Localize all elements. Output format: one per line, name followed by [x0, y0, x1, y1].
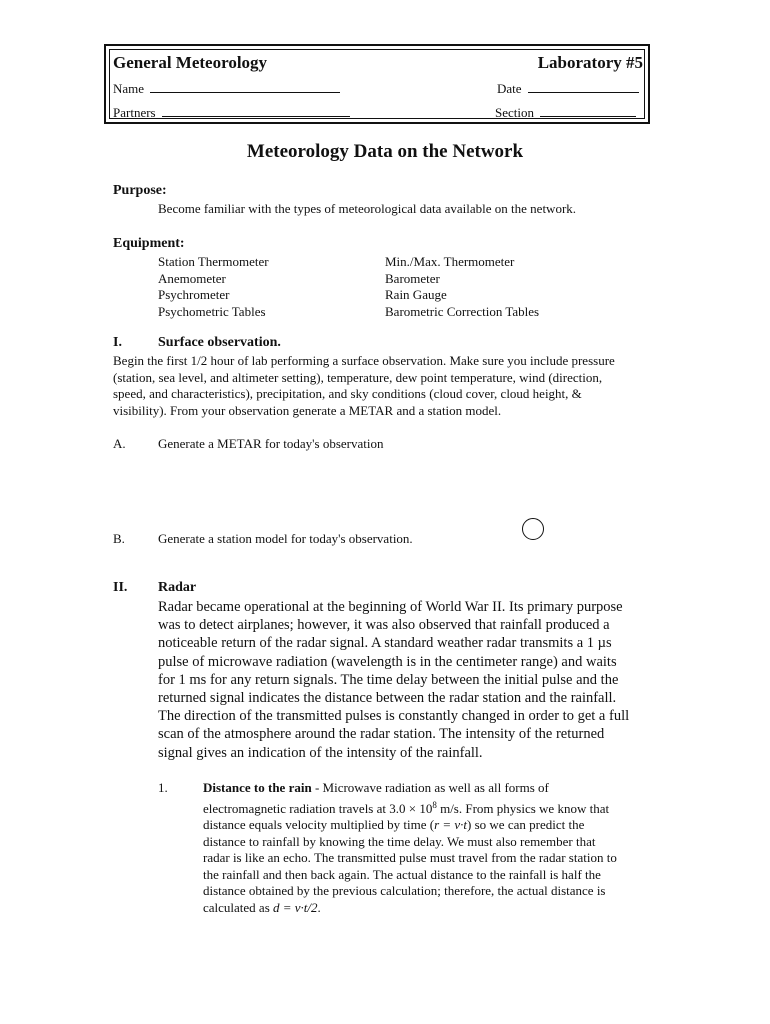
- equipment-left-list: [158, 254, 269, 320]
- partners-label: Partners: [113, 105, 156, 120]
- lab-number: Laboratory #5: [537, 53, 643, 72]
- section-2-numeral: II.: [113, 580, 128, 595]
- name-blank[interactable]: [150, 80, 340, 93]
- equipment-heading: Equipment:: [113, 236, 185, 251]
- equipment-right-list: [385, 254, 539, 320]
- body-line: Radar became operational at the beginning of World War II. Its primary purpose: [158, 599, 623, 615]
- course-title: General Meteorology: [113, 53, 268, 72]
- equipment-item: Psychometric Tables: [158, 303, 266, 319]
- station-model-circle-icon: [522, 518, 544, 540]
- body-line: pulse of microwave radiation (wavelength is in the centimeter range) and waits: [158, 653, 617, 670]
- item-a-letter: A.: [113, 436, 126, 451]
- item-1-heading: Distance to the rain: [203, 780, 312, 795]
- section-label: Section: [495, 105, 534, 120]
- item-1-body: [203, 780, 663, 916]
- item-a-text: Generate a METAR for today's observation: [158, 436, 384, 451]
- body-line: signal gives an indication of the intensity of the rainfall.: [158, 744, 483, 761]
- item-1-line-1: Distance to the rain - Microwave radiation as well as all forms of: [203, 780, 549, 795]
- section-field[interactable]: [495, 104, 636, 121]
- name-label: Name: [113, 81, 145, 96]
- body-line: scan of the atmosphere around the radar station. The intensity of the returned: [158, 726, 605, 743]
- date-blank[interactable]: [528, 80, 639, 93]
- body-line: visibility). From your observation generate a METAR and a station model.: [113, 402, 502, 418]
- equipment-item: Min./Max. Thermometer: [385, 254, 515, 269]
- item-b-text: Generate a station model for today's observation.: [158, 531, 413, 546]
- partners-field[interactable]: [113, 104, 350, 121]
- body-line: noticeable return of the radar signal. A standard weather radar transmits a 1 µs: [158, 635, 612, 652]
- equipment-item: Rain Gauge: [385, 287, 447, 302]
- date-field[interactable]: [497, 80, 639, 97]
- item-1-line-2: electromagnetic radiation travels at $3.0 \times 10^8$ m/s. From physics we know that: [203, 799, 610, 816]
- name-field[interactable]: [113, 80, 340, 97]
- body-line: The direction of the transmitted pulses is constantly changed in order to get a full: [158, 708, 630, 725]
- body-line: Begin the first 1/2 hour of lab performing a surface observation. Make sure you include pressure: [113, 353, 615, 368]
- section-2-body: [158, 598, 658, 762]
- body-line: was to detect airplanes; however, it was also observed that rainfall produced a: [158, 617, 610, 634]
- body-line: distance obtained by the previous calculation; therefore, the actual distance is: [203, 883, 606, 898]
- section-blank[interactable]: [540, 104, 636, 117]
- body-line: the rainfall and then back again. The actual distance to the rainfall is half the: [203, 866, 601, 882]
- body-line: (station, sea level, and altimeter setting), temperature, dew point temperature, wind (direction,: [113, 369, 603, 385]
- purpose-text: Become familiar with the types of meteorological data available on the network.: [158, 201, 577, 216]
- page-title: Meteorology Data on the Network: [246, 141, 524, 162]
- item-1-number: 1.: [158, 780, 168, 795]
- item-1-last-line: calculated as d = v·t/2.: [203, 899, 321, 915]
- equipment-item: Anemometer: [158, 270, 226, 286]
- item-1-line-3: distance equals velocity multiplied by time (r = v·t) so we can predict the: [203, 817, 585, 832]
- partners-blank[interactable]: [162, 104, 350, 117]
- body-line: for 1 ms for any return signals. The time delay between the initial pulse and the: [158, 671, 619, 688]
- section-1-heading: Surface observation.: [158, 335, 281, 350]
- equipment-item: Barometer: [385, 270, 440, 286]
- item-b-letter: B.: [113, 531, 125, 546]
- section-1-numeral: I.: [113, 335, 122, 350]
- body-line: returned signal indicates the distance between the radar station and the rainfall.: [158, 690, 617, 707]
- body-line: radar is like an echo. The transmitted pulse must travel from the radar station to: [203, 850, 617, 865]
- section-1-body: [113, 353, 658, 419]
- purpose-heading: Purpose:: [113, 183, 167, 198]
- equipment-item: Barometric Correction Tables: [385, 303, 540, 319]
- equipment-item: Station Thermometer: [158, 254, 269, 269]
- equipment-item: Psychrometer: [158, 287, 230, 302]
- body-line: distance to rainfall by knowing the time delay. We must also remember that: [203, 833, 596, 849]
- body-line: speed, and characteristics), precipitation, and sky conditions (cloud cover, cloud height, &: [113, 386, 582, 401]
- section-2-heading: Radar: [158, 580, 197, 595]
- date-label: Date: [497, 81, 522, 96]
